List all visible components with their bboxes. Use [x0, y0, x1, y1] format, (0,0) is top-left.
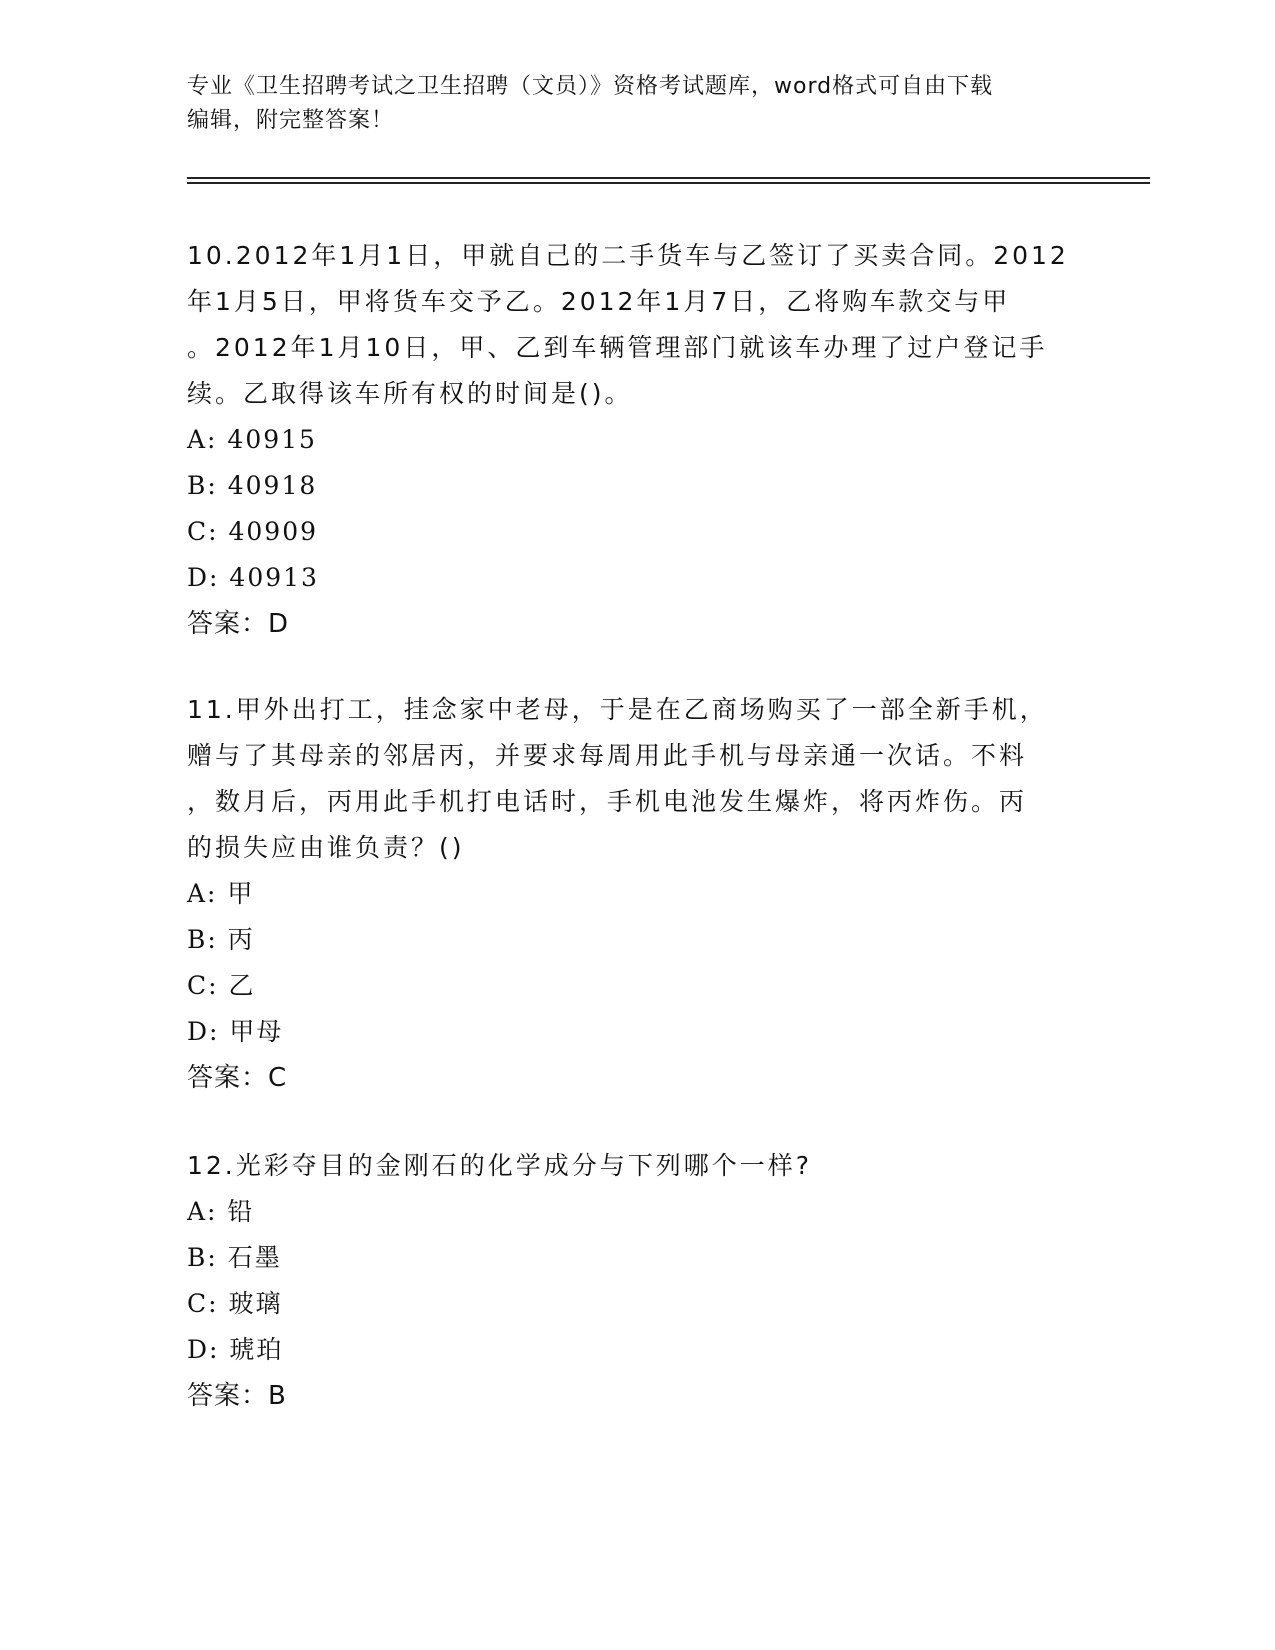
question-stem-line: 11.甲外出打工，挂念家中老母，于是在乙商场购买了一部全新手机， — [187, 695, 1048, 724]
header-rule-bottom — [187, 182, 1150, 184]
question-11 — [187, 687, 1087, 1101]
option-b: B: 丙 — [187, 925, 255, 954]
option-c: C: 玻璃 — [187, 1289, 283, 1318]
option-c: C: 40909 — [187, 517, 319, 546]
question-stem-line: 续。乙取得该车所有权的时间是()。 — [187, 379, 633, 408]
option-a: A: 铅 — [187, 1197, 255, 1226]
option-b: B: 石墨 — [187, 1243, 282, 1272]
option-a: A: 甲 — [187, 879, 255, 908]
question-12 — [187, 1143, 1087, 1419]
question-stem-line: 的损失应由谁负责？() — [187, 833, 465, 862]
option-d: D: 甲母 — [187, 1017, 284, 1046]
answer-line: 答案：B — [187, 1381, 287, 1411]
header-line-2: 编辑，附完整答案！ — [187, 108, 395, 133]
option-d: D: 琥珀 — [187, 1335, 284, 1364]
document-header — [187, 70, 1087, 138]
question-stem-line: 10.2012年1月1日，甲就自己的二手货车与乙签订了买卖合同。2012 — [187, 241, 1069, 270]
question-stem-line: 12.光彩夺目的金刚石的化学成分与下列哪个一样? — [187, 1151, 813, 1180]
question-stem-line: 。2012年1月10日，甲、乙到车辆管理部门就该车办理了过户登记手 — [187, 333, 1048, 362]
option-a: A: 40915 — [187, 425, 317, 454]
question-10 — [187, 233, 1087, 647]
option-c: C: 乙 — [187, 971, 256, 1000]
question-stem-line: ，数月后，丙用此手机打电话时，手机电池发生爆炸，将丙炸伤。丙 — [187, 787, 1028, 816]
option-b: B: 40918 — [187, 471, 318, 500]
header-rule-top — [187, 177, 1150, 179]
header-line-1: 专业《卫生招聘考试之卫生招聘（文员）》资格考试题库，word格式可自由下载 — [187, 74, 994, 99]
question-stem-line: 年1月5日，甲将货车交予乙。2012年1月7日，乙将购车款交与甲 — [187, 287, 1011, 316]
answer-line: 答案：D — [187, 609, 290, 639]
question-stem-line: 赠与了其母亲的邻居丙，并要求每周用此手机与母亲通一次话。不料 — [187, 741, 1028, 770]
option-d: D: 40913 — [187, 563, 319, 592]
answer-line: 答案：C — [187, 1063, 288, 1093]
